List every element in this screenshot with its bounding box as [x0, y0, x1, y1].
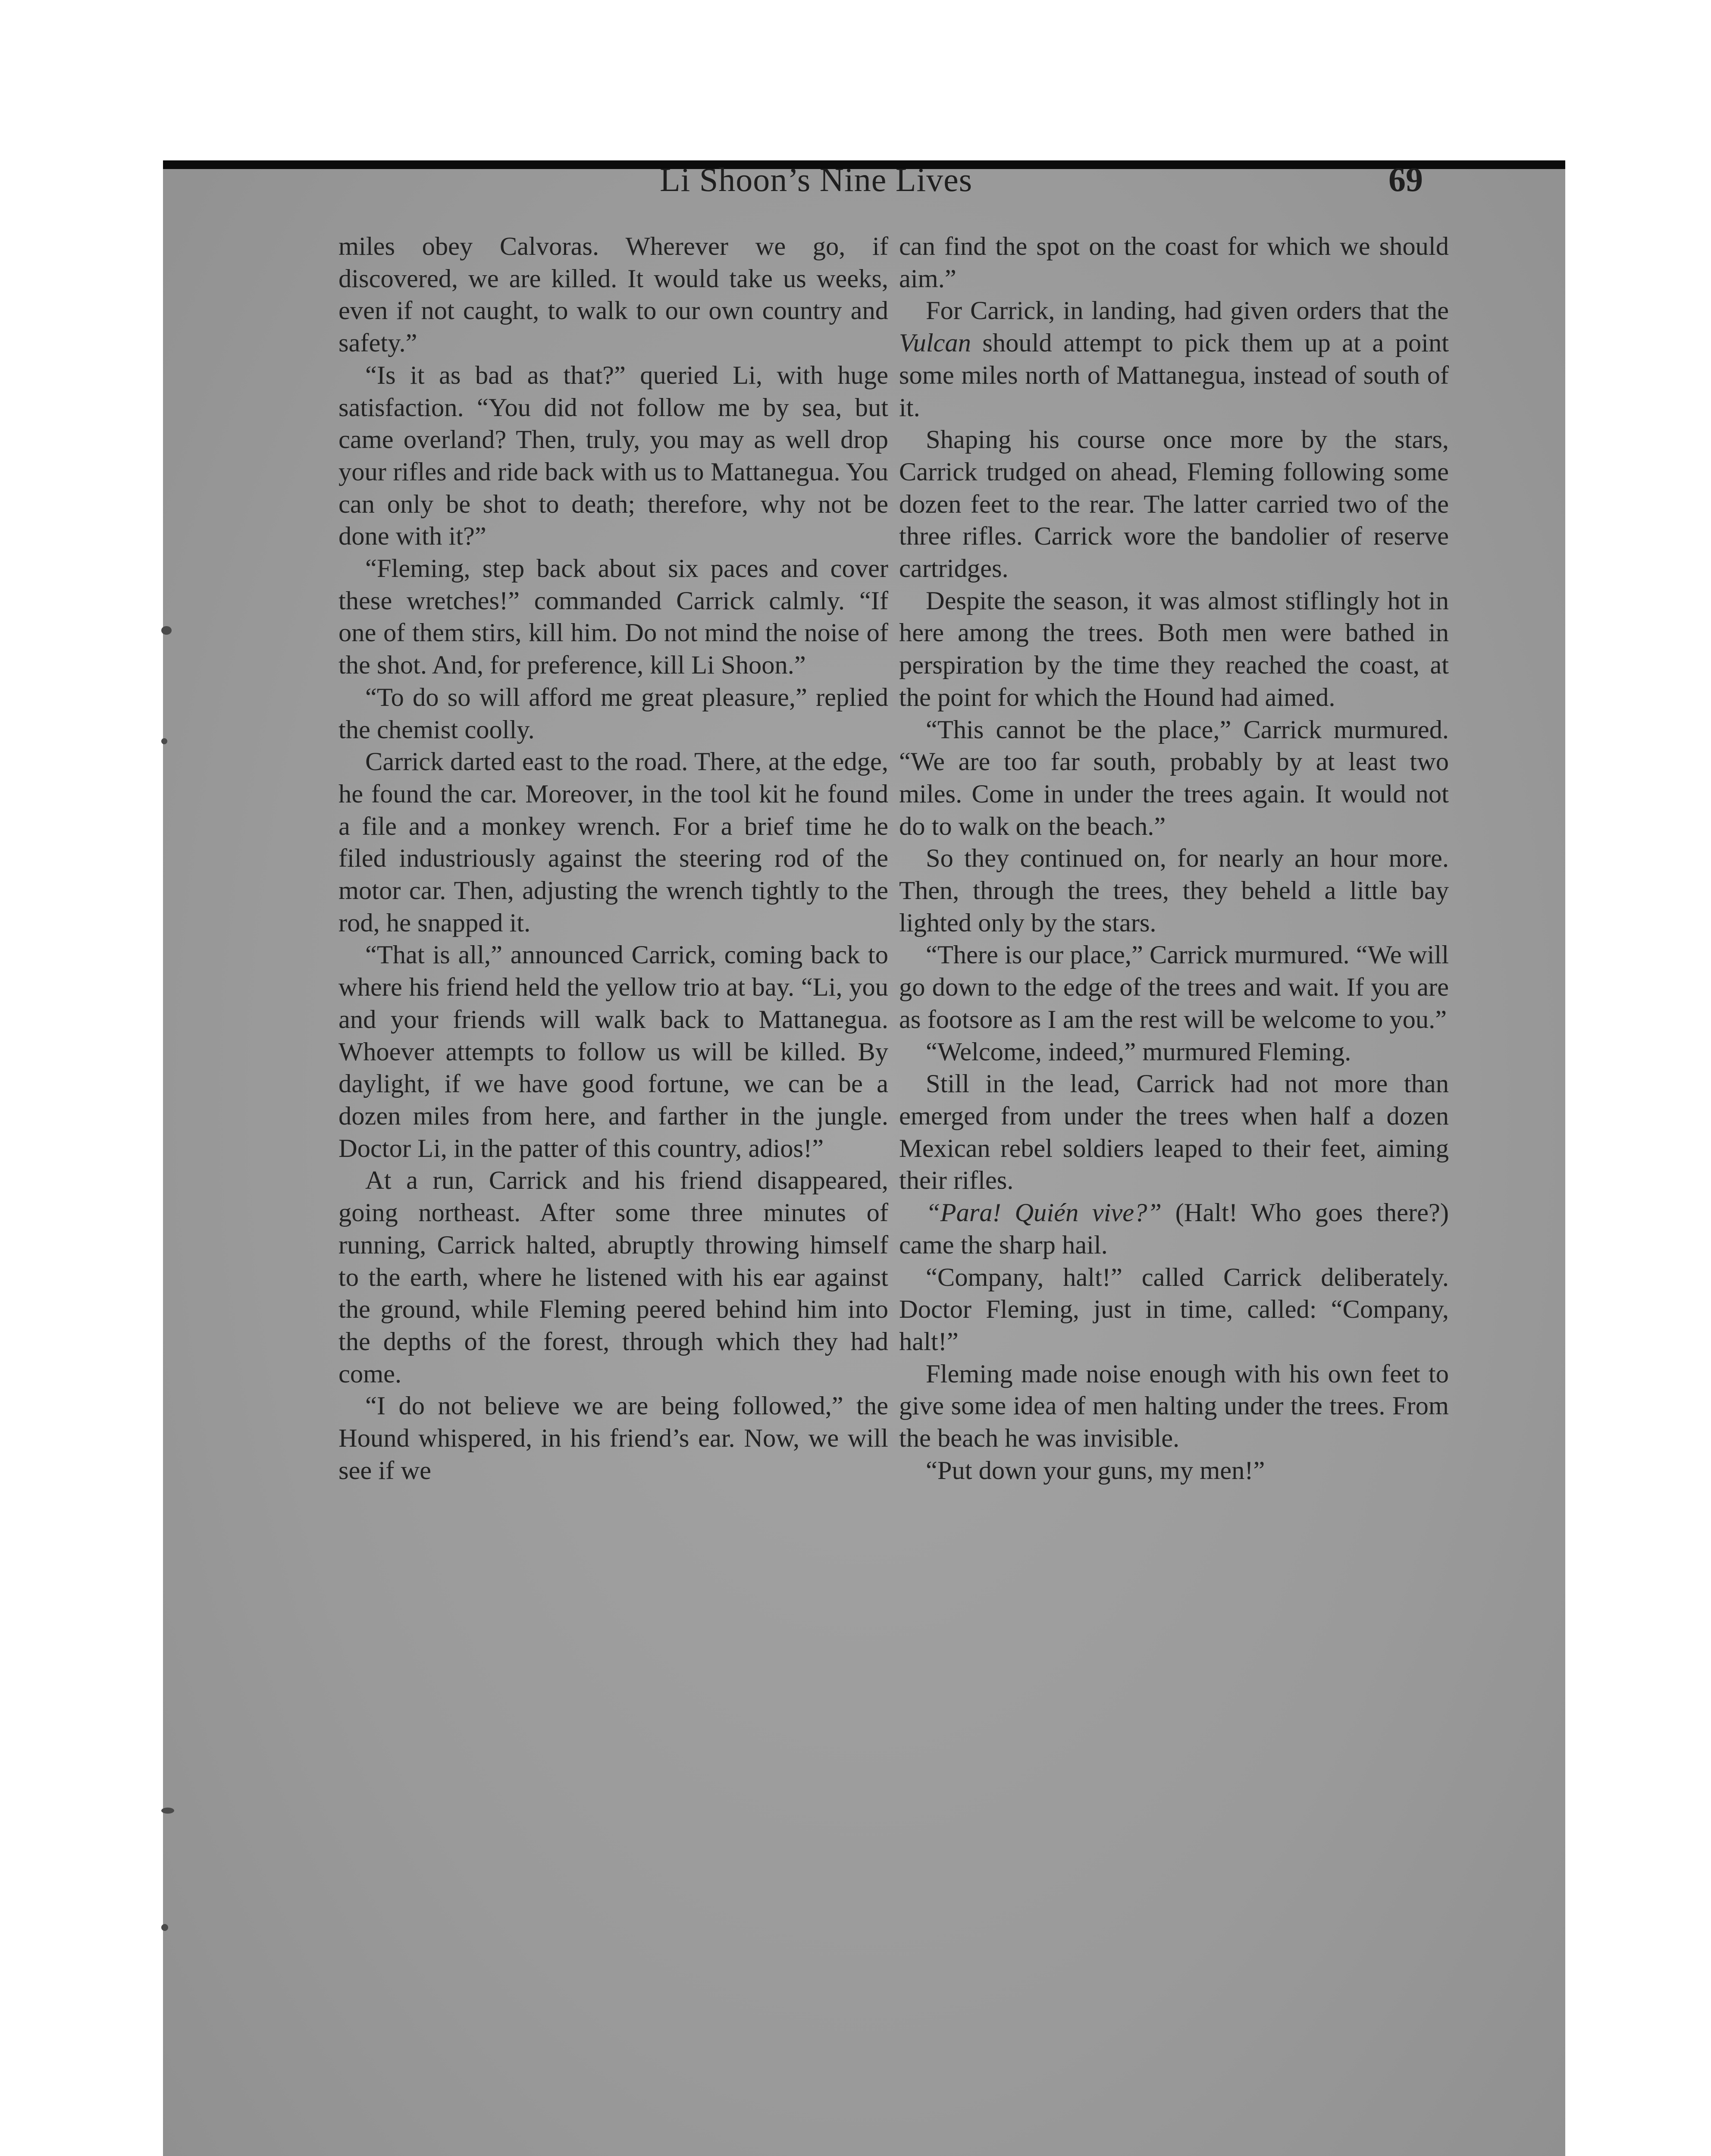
paragraph: “Put down your guns, my men!”: [926, 1456, 1265, 1485]
page-header: [496, 160, 1423, 204]
paragraph: So they continued on, for nearly an hour more. Then, through the trees, they beheld a little bay lighted only by the stars.: [899, 844, 1449, 937]
paragraph: “To do so will afford me great pleasure,” replied the chemist coolly.: [338, 683, 888, 744]
paragraph: Carrick darted east to the road. There, at the edge, he found the car. Moreover, in the tool kit he found a file and a monkey wrench. For a brief time he filed industriously against the steering rod of the motor car. Then, adjusting the wrench tightly to the rod, he snapped it.: [338, 747, 888, 937]
paragraph: Despite the season, it was almost stiflingly hot in here among the trees. Both men were bathed in perspiration by the time they reached the coast, at the point for which the Hound had aimed.: [899, 586, 1449, 712]
binding-hole-middle: [161, 1808, 174, 1814]
paragraph: Fleming made noise enough with his own feet to give some idea of men halting under the trees. From the beach he was invisible.: [899, 1359, 1449, 1453]
ship-name: Vulcan: [899, 329, 971, 358]
binding-hole-top: [161, 626, 172, 635]
paragraph: Still in the lead, Carrick had not more than emerged from under the trees when half a dozen Mexican rebel soldiers leaped to their feet, aiming their rifles.: [899, 1069, 1449, 1195]
paragraph: “Company, halt!” called Carrick deliberately. Doctor Fleming, just in time, called: “Company, halt!”: [899, 1263, 1449, 1356]
paragraph: For Carrick, in landing, had given orders that the Vulcan should attempt to pick them up at a point some miles north of Mattanegua, instead of south of it.: [899, 296, 1449, 422]
paragraph: Shaping his course once more by the stars, Carrick trudged on ahead, Fleming following some dozen feet to the rear. The latter carried two of the three rifles. Carrick wore the bandolier of reserve cartridges.: [899, 425, 1449, 583]
paragraph: “Fleming, step back about six paces and cover these wretches!” commanded Carrick calmly. “If one of them stirs, kill him. Do not mind the noise of the shot. And, for preference, kill Li Shoon.”: [338, 554, 888, 680]
paragraph: At a run, Carrick and his friend disappeared, going northeast. After some three minutes of running, Carrick halted, abruptly throwing himself to the earth, where he listened with his ear against the ground, while Fleming peered behind him into the depths of the forest, through which they had come.: [338, 1166, 888, 1388]
paragraph: “That is all,” announced Carrick, coming back to where his friend held the yellow trio at bay. “Li, you and your friends will walk back to Mattanegua. Whoever attempts to follow us will be killed. By daylight, if we have good fortune, we can be a dozen miles from here, and farther in the jungle. Doctor Li, in the patter of this country, adios!”: [338, 940, 888, 1163]
paragraph: “Para! Quién vive?” (Halt! Who goes there?) came the sharp hail.: [899, 1198, 1449, 1260]
paragraph: miles obey Calvoras. Wherever we go, if discovered, we are killed. It would take us weeks, even if not caught, to walk to our own country and safety.”: [338, 232, 888, 358]
paragraph: can find the spot on the coast for which we should aim.”: [899, 232, 1449, 293]
running-title: Li Shoon’s Nine Lives: [660, 161, 973, 198]
paragraph: “There is our place,” Carrick murmured. “We will go down to the edge of the trees and wait. If you are as footsore as I am the rest will be welcome to you.”: [899, 940, 1449, 1034]
right-column: [899, 231, 1449, 1487]
paragraph: “This cannot be the place,” Carrick murmured. “We are too far south, probably by at least two miles. Come in under the trees again. It would not do to walk on the beach.”: [899, 715, 1449, 841]
spanish-hail: “Para! Quién vive?”: [926, 1198, 1162, 1228]
binding-hole-bottom: [161, 1924, 168, 1931]
paragraph: “Is it as bad as that?” queried Li, with huge satisfaction. “You did not follow me by sea, but came overland? Then, truly, you may as well drop your rifles and ride back with us to Mattanegua. You can only be shot to death; therefore, why not be done with it?”: [338, 360, 888, 551]
paragraph: “I do not believe we are being followed,” the Hound whispered, in his friend’s ear. Now, we will see if we: [338, 1391, 888, 1485]
page-number: 69: [1388, 161, 1423, 199]
left-column: [338, 231, 888, 1487]
paragraph: “Welcome, indeed,” murmured Fleming.: [926, 1037, 1351, 1066]
binding-hole-upper: [161, 738, 167, 744]
